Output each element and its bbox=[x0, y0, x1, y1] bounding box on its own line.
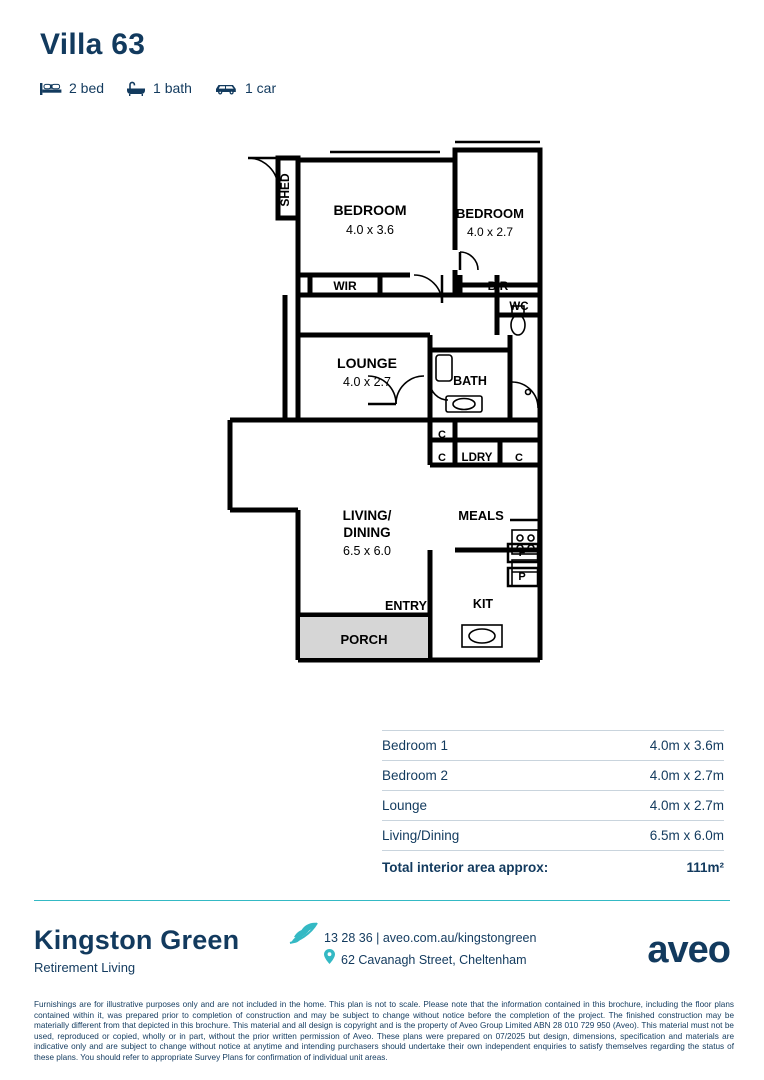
footer-divider bbox=[34, 900, 730, 901]
room-label-c1: C bbox=[438, 429, 446, 441]
room-label-shed: SHED bbox=[278, 173, 292, 207]
room-label-meals: MEALS bbox=[458, 508, 504, 523]
brand-name: Kingston Green bbox=[34, 925, 240, 955]
room-label-ldry: LDRY bbox=[461, 452, 493, 464]
schedule-value: 4.0m x 2.7m bbox=[649, 798, 724, 813]
room-label-bath: BATH bbox=[453, 374, 487, 388]
location-pin-icon bbox=[324, 949, 335, 971]
contact-address: 62 Cavanagh Street, Cheltenham bbox=[341, 953, 527, 967]
schedule-total-value: 111m² bbox=[686, 860, 724, 875]
room-label-bedroom2: BEDROOM bbox=[456, 206, 524, 221]
car-icon bbox=[214, 81, 238, 96]
table-row bbox=[382, 761, 724, 791]
page-title: Villa 63 bbox=[40, 28, 146, 61]
room-label-porch: PORCH bbox=[340, 632, 388, 647]
leaf-icon bbox=[284, 917, 328, 952]
spec-bath bbox=[126, 80, 192, 96]
schedule-label: Bedroom 2 bbox=[382, 768, 449, 783]
room-dims-bedroom1: 4.0 x 3.6 bbox=[346, 223, 394, 237]
room-label-kit: KIT bbox=[472, 597, 494, 611]
room-label-c3: C bbox=[515, 452, 523, 464]
room-label-entry: ENTRY bbox=[385, 599, 427, 613]
room-schedule bbox=[382, 730, 724, 875]
contact-address-row bbox=[324, 949, 536, 971]
brand-block bbox=[34, 925, 239, 975]
schedule-label: Bedroom 1 bbox=[382, 738, 449, 753]
schedule-label: Living/Dining bbox=[382, 828, 460, 843]
spec-bed bbox=[40, 80, 104, 96]
room-label-living-1: LIVING/ bbox=[342, 508, 392, 523]
schedule-total-row bbox=[382, 851, 724, 875]
room-dims-lounge: 4.0 x 2.7 bbox=[343, 375, 391, 389]
aveo-logo: aveo bbox=[647, 929, 730, 971]
schedule-value: 4.0m x 2.7m bbox=[649, 768, 724, 783]
room-dims-living: 6.5 x 6.0 bbox=[343, 544, 391, 558]
room-label-lounge: LOUNGE bbox=[337, 355, 397, 371]
spec-bath-label: 1 bath bbox=[153, 80, 192, 96]
disclaimer-text: Furnishings are for illustrative purposes only and are not included in the home. This plan is not to scale. Please note that the information contained in this brochure, including the floor plans contained within it, was prepared prior to completion of construction and may be subject to change without notice before the completion of the project. The finished construction may be materially different from that depicted in this brochure. This material and all design is copyright and is the property of Aveo Group Limited ABN 28 010 729 950 (Aveo). This material must not be used, reproduced or copied, wholly or in part, without the prior written permission of Aveo. These plans were prepared on 07/2025 but design, dimensions, specification and materials are indicative only and are subject to change without notice at anytime and intending purchasers should undertake their own independent enquiries to satisfy themselves regarding the status of these plans. You should refer to appropriate Survey Plans for confirmation of individual unit areas. bbox=[34, 1000, 734, 1062]
schedule-value: 4.0m x 3.6m bbox=[649, 738, 724, 753]
floor-plan bbox=[0, 120, 764, 700]
brand-subtitle: Retirement Living bbox=[34, 960, 136, 975]
bath-icon bbox=[126, 81, 146, 96]
room-label-living-2: DINING bbox=[343, 525, 391, 540]
room-label-c2: C bbox=[438, 452, 446, 464]
room-label-bir: BIR bbox=[487, 279, 509, 293]
spec-bed-label: 2 bed bbox=[69, 80, 105, 96]
spec-car-label: 1 car bbox=[244, 80, 277, 96]
table-row bbox=[382, 821, 724, 851]
room-label-f: F bbox=[518, 547, 526, 559]
room-label-wir: WIR bbox=[333, 279, 357, 293]
table-row bbox=[382, 791, 724, 821]
room-label-p: P bbox=[518, 571, 526, 583]
schedule-label: Lounge bbox=[382, 798, 428, 813]
contact-phone-web[interactable]: 13 28 36 | aveo.com.au/kingstongreen bbox=[324, 931, 537, 945]
schedule-value: 6.5m x 6.0m bbox=[649, 828, 724, 843]
room-label-wc: WC bbox=[509, 301, 529, 313]
room-label-bedroom1: BEDROOM bbox=[333, 202, 407, 218]
schedule-total-label: Total interior area approx: bbox=[382, 860, 549, 875]
property-specs bbox=[40, 80, 276, 96]
spec-car bbox=[214, 80, 276, 96]
bed-icon bbox=[40, 81, 62, 96]
room-dims-bedroom2: 4.0 x 2.7 bbox=[466, 225, 514, 239]
contact-block bbox=[324, 927, 536, 971]
table-row bbox=[382, 730, 724, 761]
